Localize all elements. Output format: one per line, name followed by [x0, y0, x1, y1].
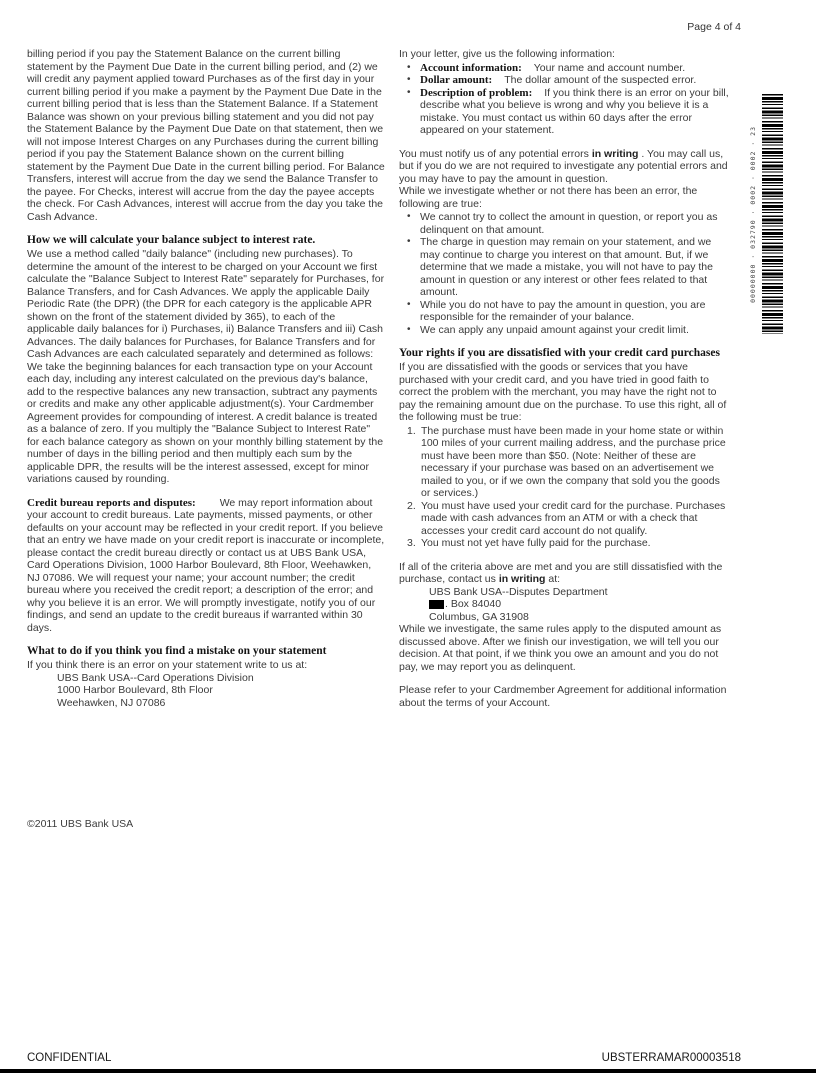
address-line: UBS Bank USA--Disputes Department: [429, 585, 608, 598]
list-item-text: We can apply any unpaid amount against your credit limit.: [420, 323, 689, 336]
disputes-address: [429, 586, 729, 624]
balance-section-body: We use a method called "daily balance" (including new purchases). To determine the amount of the interest to be charged on your Account we first calculate the "Balance Subject to Interest Rate" separately for Purchases, for Balance Transfers, and for Cash Advances. We apply the applicable Daily Periodic Rate (the DPR) (the DPR for each category is the applicable APR shown on the front of the statement divided by 365), to each of the applicable daily balances for i) Purchases, ii) Balance Transfers and iii) Cash Advances. The daily balances for Purchases, for Balance Transfers and for Cash Advances are each calculated separately and determined as follows: We take the beginning balances for each transaction type on your Account each day, including any interest calculated on the previous day's balance, add to the respective balances any new transaction, subtract any payments or credits and make any other applicable adjustment(s). Your Cardmember Agreement provides for compounding of interest. A credit balance is treated as a balance of zero. If you multiply the "Balance Subject to Interest Rate" for each balance category as shown on your monthly billing statement by the number of days in the billing period and then multiply each sum by the applicable DPR, the results will be the interest assessed, except for minor variations caused by rounding.: [27, 248, 385, 485]
item-text: Your name and account number.: [533, 61, 686, 74]
confidential-label: CONFIDENTIAL: [27, 1051, 112, 1064]
list-item: [407, 74, 729, 87]
credit-bureau-body: We may report information about your account to credit bureaus. Late payments, missed payments, or other defaults on your account may be reflected in your credit report. If you believe that an entry we have made on your credit report is inaccurate or incomplete, please contact the credit bureau directly or contact us at UBS Bank USA, Card Operations Division, 1000 Harbor Boulevard, 8th Floor, Weehawken, NJ 07086. We will request your name; your account number; the credit bureau where you received the credit report; a description of the error; and why you believe it is an error. We will promptly investigate, notify you of our findings, and send an update to the credit bureaus if warranted within 30 days.: [27, 496, 385, 634]
intro-paragraph: billing period if you pay the Statement Balance on the current billing statement by the Payment Due Date in the current billing period, and (2) we will credit any payment applied toward Purchases as of the first day in your current billing period if you make a payment by the Payment Due Date in the current billing period that is less than the Statement Balance. If a Statement Balance was shown on your previous billing statement and you did not pay the Statement Balance by the Payment Due Date on that statement, then we will not impose Interest Charges on any Purchases during the current billing period if you pay the Statement Balance shown on the current billing statement by the Payment Due Date in the current billing period. For Balance Transfers, interest will accrue from the day we send the Balance Transfer to the payee. For Checks, interest will accrue from the day the payee accepts the check. For Cash Advances, interest will accrue from the day you take the Cash Advance.: [27, 48, 385, 223]
list-item: [407, 62, 729, 75]
list-item-text: We cannot try to collect the amount in question, or report you as delinquent on that amount.: [420, 211, 718, 236]
letter-info-list: [399, 62, 729, 137]
criteria-paragraph: [399, 561, 729, 586]
list-item: [407, 537, 729, 550]
mistake-section-intro: If you think there is an error on your statement write to us at:: [27, 659, 308, 671]
rights-criteria-list: [399, 425, 729, 550]
content-columns: [27, 48, 729, 709]
in-writing-emphasis: in writing: [591, 147, 639, 160]
investigation-paragraph: While we investigate, the same rules apply to the disputed amount as discussed above. After we finish our investigation, we will tell you our decision. At that point, if we think you owe an amount and you do not pay, we may report you as delinquent.: [399, 623, 722, 673]
balance-calculation-section: [27, 234, 385, 486]
bullet-icon: •: [407, 323, 411, 335]
copyright-notice: ©2011 UBS Bank USA: [27, 818, 134, 830]
item-label: Description of problem:: [420, 86, 533, 99]
mistake-section: [27, 645, 385, 709]
list-item: [407, 324, 729, 337]
page-number: Page 4 of 4: [687, 21, 741, 33]
bullet-icon: •: [407, 74, 411, 85]
barcode: [762, 94, 783, 334]
list-item: [407, 236, 729, 299]
list-item-text: The charge in question may remain on your statement, and we may continue to charge you interest on that amount. But, if we determine that we made a mistake, you will not have to pay the amount in question or any interest or other fees related to that amount.: [420, 236, 713, 298]
bullet-icon: •: [407, 236, 411, 247]
letter-intro: In your letter, give us the following information:: [399, 48, 615, 60]
list-item: [407, 299, 729, 324]
address-line: UBS Bank USA--Card Operations Division: [57, 671, 254, 684]
error-rules-list: [399, 211, 729, 336]
list-item-text: While you do not have to pay the amount in question, you are responsible for the remainder of your balance.: [420, 298, 706, 323]
address-line: 1000 Harbor Boulevard, 8th Floor: [57, 684, 213, 696]
rights-section-intro: If you are dissatisfied with the goods or services that you have purchased with your credit card, and you have tried in good faith to correct the problem with the merchant, you may have the right not to pay the remaining amount due on the purchase. To use this right, all of the following must be true:: [399, 361, 727, 423]
address-line: Weehawken, NJ 07086: [57, 696, 166, 709]
bullet-icon: •: [407, 298, 411, 310]
list-item: [407, 87, 729, 137]
barcode-block: [747, 94, 784, 334]
notify-text-before: You must notify us of any potential errors: [399, 147, 592, 160]
barcode-text: 00000000 · 032790 · 0002 · 0002 · 23: [748, 125, 757, 303]
item-label: Account information:: [420, 61, 522, 74]
rights-section-heading: Your rights if you are dissatisfied with your credit card purchases: [399, 347, 720, 359]
bullet-icon: •: [407, 86, 411, 98]
card-operations-address: [57, 672, 385, 710]
list-item: [407, 500, 729, 538]
closing-paragraph: Please refer to your Cardmember Agreement for additional information about the terms of your Account.: [399, 684, 727, 709]
address-line-text: . Box 84040: [445, 598, 502, 610]
left-column: [27, 48, 385, 709]
mistake-section-heading: What to do if you think you find a mistake on your statement: [27, 645, 327, 657]
notify-text-after: . You may call us, but if you do we are not required to investigate any potential errors and you may have to pay the amount in question.: [399, 147, 728, 185]
page-bottom-edge: [0, 1069, 816, 1073]
list-item-content: [420, 62, 729, 75]
investigate-intro: While we investigate whether or not there has been an error, the following are true:: [399, 185, 698, 210]
redaction-box: [429, 600, 444, 609]
document-id: UBSTERRAMAR00003518: [601, 1051, 741, 1064]
page-footer: [27, 1052, 741, 1065]
item-number: 3.: [407, 537, 416, 549]
rights-section: [399, 347, 729, 550]
address-line: Columbus, GA 31908: [429, 610, 529, 623]
criteria-text-after: at:: [545, 573, 561, 585]
notify-paragraph: [399, 148, 729, 186]
item-text: The purchase must have been made in your home state or within 100 miles of your current mailing address, and the purchase price must have been more than $50. (Note: Neither of these are necessary if your purchase was based on an advertisement we mailed to you, or if we own the company that sold you the goods or services.): [421, 424, 726, 499]
right-column: [399, 48, 729, 709]
in-writing-emphasis: in writing: [498, 573, 546, 585]
item-text: The dollar amount of the suspected error.: [504, 74, 697, 86]
credit-bureau-section: [27, 497, 385, 635]
item-number: 1.: [407, 424, 416, 437]
list-item-content: [420, 74, 729, 87]
item-text: If you think there is an error on your bill, describe what you believe is wrong and why you believe it is a mistake. You must contact us within 60 days after the error appeared on your statement.: [420, 86, 729, 136]
list-item-content: [420, 87, 729, 137]
credit-bureau-heading: Credit bureau reports and disputes:: [27, 496, 196, 509]
address-line: [429, 598, 729, 611]
item-text: You must have used your credit card for the purchase. Purchases made with cash advances from an ATM or with a check that accesses your credit card account do not qualify.: [421, 499, 726, 537]
credit-bureau-paragraph: [27, 497, 385, 635]
bullet-icon: •: [407, 61, 411, 73]
item-number: 2.: [407, 499, 416, 512]
criteria-text-before: If all of the criteria above are met and you are still dissatisfied with the purchase, contact us: [399, 560, 723, 585]
list-item: [407, 211, 729, 236]
item-text: You must not yet have fully paid for the purchase.: [421, 537, 651, 549]
list-item: [407, 425, 729, 500]
bullet-icon: •: [407, 211, 411, 222]
balance-section-heading: How we will calculate your balance subject to interest rate.: [27, 234, 316, 246]
item-label: Dollar amount:: [420, 74, 493, 86]
